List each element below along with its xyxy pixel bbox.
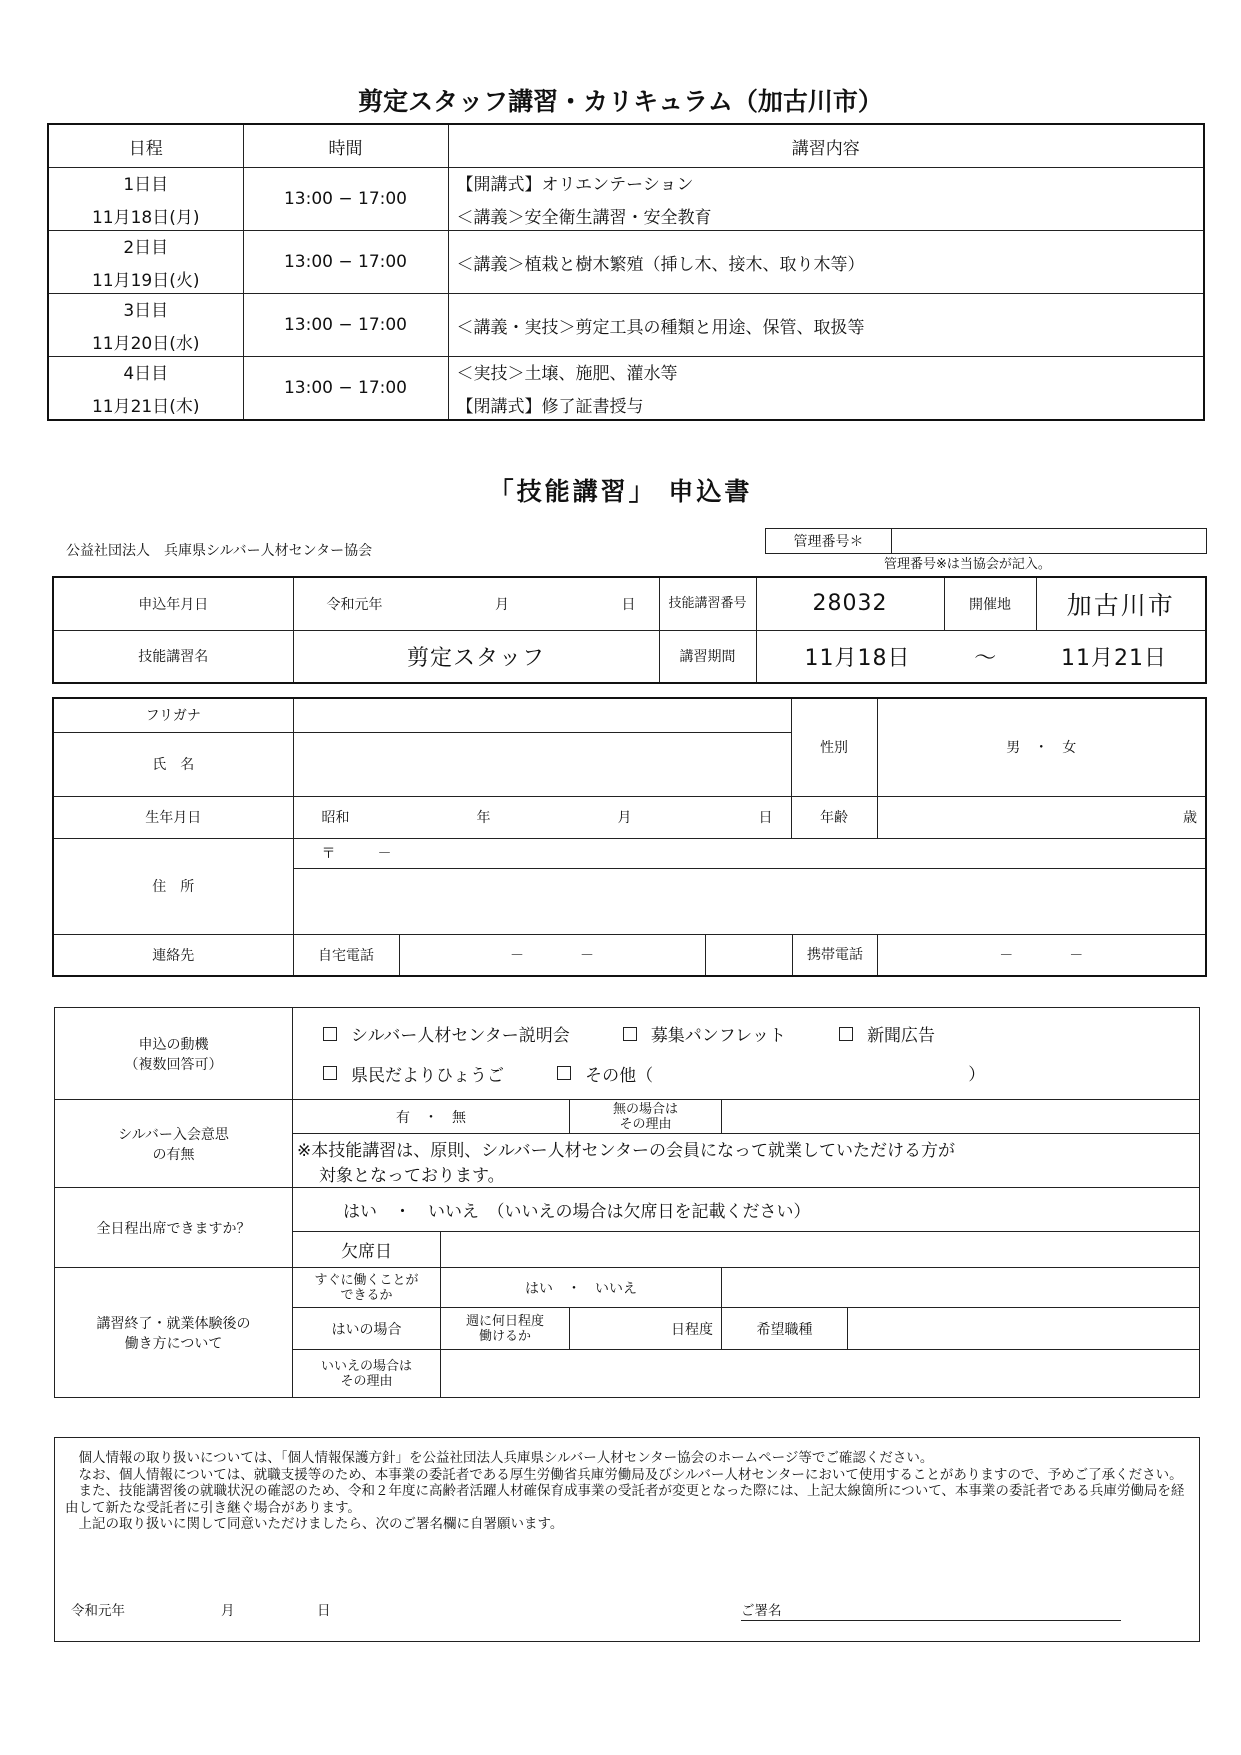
intent-reason-label	[570, 1100, 722, 1134]
course-info-table	[52, 576, 1207, 684]
birth-day: 日	[758, 810, 773, 826]
organization-name: 公益社団法人 兵庫県シルバー人材センター協会	[66, 543, 373, 559]
intent-label	[55, 1100, 293, 1188]
immediate-work-label-1: すぐに働くことが	[314, 1272, 419, 1288]
home-phone-label: 自宅電話	[293, 934, 399, 976]
motive-option-label: シルバー人材センター説明会	[351, 1026, 570, 1047]
postal-field[interactable]	[293, 838, 1206, 868]
intent-reason-label-1: 無の場合は	[612, 1101, 678, 1117]
intent-label-sub: の有無	[152, 1146, 195, 1163]
table-row	[48, 231, 1204, 294]
motive-label-main: 申込の動機	[138, 1036, 209, 1053]
content-cell	[448, 357, 1204, 421]
management-number-label: 管理番号＊	[766, 529, 892, 554]
name-field[interactable]	[293, 732, 791, 796]
period-parts	[765, 641, 1198, 672]
schedule-cell	[48, 168, 243, 231]
course-name-label: 技能講習名	[53, 630, 293, 683]
intent-reason-field[interactable]	[722, 1100, 1200, 1134]
birth-year: 年	[476, 810, 491, 826]
header-time: 時間	[243, 124, 448, 168]
survey-table	[54, 1007, 1200, 1398]
privacy-notice	[54, 1437, 1200, 1642]
birthdate-parts	[302, 807, 783, 827]
desired-job-field[interactable]	[848, 1308, 1200, 1350]
curriculum-header-row	[48, 124, 1204, 168]
name-label: 氏 名	[53, 732, 293, 796]
address-label: 住 所	[53, 838, 293, 934]
header-schedule: 日程	[48, 124, 243, 168]
attendance-label: 全日程出席できますか？	[55, 1188, 293, 1268]
age-unit: 歳	[1183, 810, 1197, 826]
age-label: 年齢	[791, 796, 877, 838]
intent-yes-no[interactable]: 有 ・ 無	[293, 1100, 570, 1134]
contact-label: 連絡先	[53, 934, 293, 976]
schedule-cell	[48, 357, 243, 421]
immediate-work-extra	[722, 1268, 1200, 1308]
date-label: 11月20日(水)	[91, 334, 200, 354]
age-field[interactable]	[877, 796, 1206, 838]
immediate-work-label	[293, 1268, 441, 1308]
header-content: 講習内容	[448, 124, 1204, 168]
intent-note-line: 対象となっております。	[319, 1165, 505, 1186]
content-line: 【開講式】オリエンテーション	[456, 175, 694, 195]
notice-paragraph: 個人情報の取り扱いについては、「個人情報保護方針」を公益社団法人兵庫県シルバー人材センター協会のホームページ等でご確認ください。	[78, 1450, 934, 1466]
birth-month: 月	[617, 810, 632, 826]
period-end: 11月21日	[1060, 645, 1167, 671]
intent-note	[293, 1134, 1200, 1188]
birthdate-field[interactable]	[293, 796, 791, 838]
motive-options	[293, 1008, 1200, 1100]
intent-note-line: ※本技能講習は、原則、シルバー人材センターの会員になって就業していただける方が	[297, 1140, 955, 1161]
motive-label-sub: （複数回答可）	[124, 1056, 223, 1073]
days-per-week-label-2: 働けるか	[478, 1328, 531, 1344]
motive-option[interactable]	[557, 1061, 653, 1086]
application-title: 「技能講習」 申込書	[488, 477, 753, 506]
content-cell	[448, 168, 1204, 231]
signature-label: ご署名	[741, 1603, 782, 1619]
curriculum-title: 剪定スタッフ講習・カリキュラム（加古川市）	[358, 87, 883, 116]
time-cell: 13:00 − 17:00	[243, 294, 448, 357]
date-label: 11月18日(月)	[91, 208, 200, 228]
schedule-cell	[48, 294, 243, 357]
gender-label: 性別	[791, 698, 877, 796]
motive-option-label: 募集パンフレット	[650, 1026, 786, 1047]
checkbox-icon	[323, 1027, 337, 1041]
curriculum-table	[47, 123, 1205, 421]
home-phone-field[interactable]: － －	[399, 934, 705, 976]
venue-label: 開催地	[944, 577, 1036, 630]
work-style-label-2: 働き方について	[124, 1335, 223, 1352]
content-line: ＜実技＞土壌、施肥、灌水等	[456, 364, 678, 384]
time-cell: 13:00 − 17:00	[243, 231, 448, 294]
management-number-field[interactable]	[892, 529, 1207, 554]
period-separator: ～	[974, 645, 998, 671]
motive-option[interactable]	[323, 1061, 504, 1086]
management-number-note: 管理番号※は当協会が記入。	[884, 557, 1051, 572]
personal-info-table	[52, 697, 1207, 977]
signature-date-day: 日	[317, 1603, 331, 1619]
signature-date-month: 月	[221, 1603, 235, 1619]
checkbox-icon	[839, 1027, 853, 1041]
apply-date-label: 申込年月日	[53, 577, 293, 630]
absent-day-label: 欠席日	[293, 1232, 441, 1268]
days-per-week-label	[441, 1308, 570, 1350]
date-label: 11月19日(火)	[91, 271, 200, 291]
signature-row	[71, 1603, 1171, 1627]
day-label: 1日目	[123, 175, 169, 195]
apply-date-parts	[302, 594, 651, 614]
day-label: 3日目	[123, 301, 169, 321]
postal-code: 〒 －	[321, 846, 392, 862]
yes-case-label: はいの場合	[293, 1308, 441, 1350]
apply-date-month: 月	[495, 596, 509, 613]
days-per-week-field[interactable]	[570, 1308, 722, 1350]
apply-date-day: 日	[621, 596, 636, 613]
motive-option[interactable]	[323, 1021, 570, 1046]
motive-option-label: その他（	[585, 1065, 654, 1086]
signature-date-era: 令和元年	[71, 1603, 125, 1619]
no-case-label	[293, 1350, 441, 1398]
absent-day-field[interactable]	[441, 1232, 1200, 1268]
content-line: 【閉講式】修了証書授与	[456, 397, 644, 417]
work-style-label-1: 講習終了・就業体験後の	[96, 1315, 251, 1332]
checkbox-icon	[557, 1066, 571, 1080]
work-style-label	[55, 1268, 293, 1398]
notice-paragraph: なお、個人情報については、就職支援等のため、本事業の委託者である厚生労働省兵庫労働局及びシルバー人材センターにおいて使用することがありますので、予めご了承ください。	[78, 1466, 1183, 1483]
birth-era: 昭和	[321, 810, 350, 826]
course-name-value: 剪定スタッフ	[293, 630, 659, 683]
period-value	[756, 630, 1206, 683]
mobile-phone-field[interactable]: － －	[877, 934, 1206, 976]
course-number-label: 技能講習番号	[659, 577, 756, 630]
no-case-reason-field[interactable]	[441, 1350, 1200, 1398]
checkbox-icon	[323, 1066, 337, 1080]
intent-label-main: シルバー入会意思	[118, 1126, 229, 1143]
motive-label	[55, 1008, 293, 1100]
day-label: 2日目	[123, 238, 169, 258]
management-number-box	[765, 528, 1207, 554]
immediate-work-label-2: できるか	[340, 1287, 393, 1303]
time-cell: 13:00 − 17:00	[243, 357, 448, 421]
date-label: 11月21日(木)	[91, 397, 200, 417]
furigana-field[interactable]	[293, 698, 791, 732]
immediate-work-answer[interactable]: はい ・ いいえ	[441, 1268, 722, 1308]
gender-options[interactable]: 男 ・ 女	[877, 698, 1206, 796]
apply-date-field[interactable]	[293, 577, 659, 630]
days-per-week-label-1: 週に何日程度	[465, 1313, 544, 1329]
table-row	[48, 357, 1204, 421]
birthdate-label: 生年月日	[53, 796, 293, 838]
checkbox-icon	[623, 1027, 637, 1041]
venue-value: 加古川市	[1036, 577, 1206, 630]
content-cell: ＜講義・実技＞剪定工具の種類と用途、保管、取扱等	[448, 294, 1204, 357]
attendance-answer[interactable]: はい ・ いいえ （いいえの場合は欠席日を記載ください）	[293, 1188, 1200, 1232]
content-line: ＜講義＞安全衛生講習・安全教育	[456, 208, 712, 228]
days-unit: 日程度	[671, 1321, 713, 1338]
apply-date-era: 令和元年	[326, 596, 383, 613]
other-close-paren: ）	[968, 1065, 986, 1086]
content-cell: ＜講義＞植栽と樹木繁殖（挿し木、接木、取り木等）	[448, 231, 1204, 294]
table-row	[48, 168, 1204, 231]
day-label: 4日目	[123, 364, 169, 384]
table-row	[48, 294, 1204, 357]
motive-option-label: 県民だよりひょうご	[351, 1065, 504, 1086]
course-number-value: 28032	[756, 577, 944, 630]
no-case-label-2: その理由	[340, 1373, 393, 1389]
motive-option[interactable]	[839, 1021, 935, 1046]
notice-paragraph: また、技能講習後の就職状況の確認のため、令和２年度に高齢者活躍人材確保育成事業の受託者が変更となった際には、上記太線箇所について、本事業の委託者である兵庫労働局を経由して新たな受託者に引き継ぐ場合があります。	[65, 1483, 1185, 1516]
address-field[interactable]	[293, 868, 1206, 934]
notice-paragraph: 上記の取り扱いに関して同意いただけましたら、次のご署名欄に自署願います。	[78, 1516, 564, 1532]
furigana-label: フリガナ	[53, 698, 293, 732]
period-start: 11月18日	[804, 645, 911, 671]
signature-field[interactable]	[741, 1603, 1121, 1621]
desired-job-label: 希望職種	[722, 1308, 848, 1350]
motive-option[interactable]	[623, 1021, 786, 1046]
time-cell: 13:00 − 17:00	[243, 168, 448, 231]
period-label: 講習期間	[659, 630, 756, 683]
intent-reason-label-2: その理由	[619, 1116, 672, 1132]
no-case-label-1: いいえの場合は	[320, 1358, 412, 1374]
mobile-phone-label: 携帯電話	[792, 935, 878, 975]
motive-option-label: 新聞広告	[867, 1026, 936, 1047]
schedule-cell	[48, 231, 243, 294]
mobile-phone-cell	[705, 934, 877, 976]
